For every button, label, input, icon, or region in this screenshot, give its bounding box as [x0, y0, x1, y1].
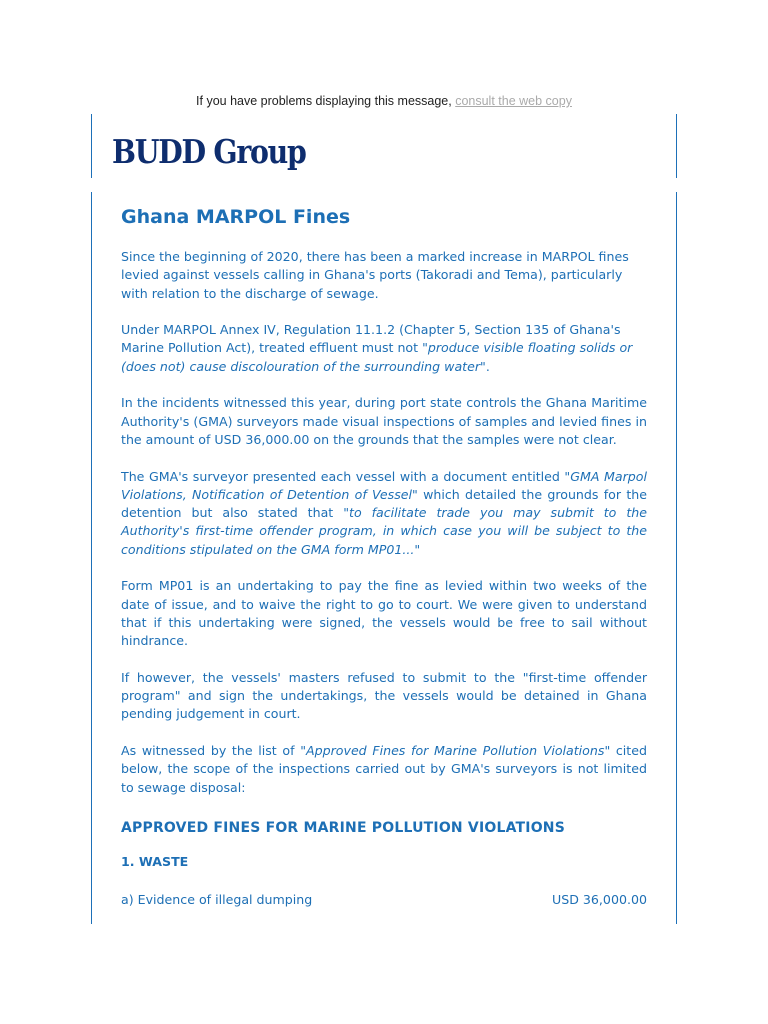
article-title: Ghana MARPOL Fines [121, 206, 351, 228]
budd-group-logo: BUDD Group [112, 132, 306, 171]
paragraph-regulation: Under MARPOL Annex IV, Regulation 11.1.2 (Chapter 5, Section 135 of Ghana's Marine Pollution Act), treated effluent must not "produce visible floating solids or (does not) cause discolouration of the surrounding water". [121, 322, 633, 374]
web-copy-link[interactable]: consult the web copy [455, 94, 572, 108]
article-body [121, 204, 647, 909]
preheader-text: If you have problems displaying this message, [196, 94, 456, 108]
paragraph-notification: The GMA's surveyor presented each vessel with a document entitled "GMA Marpol Violations, Notification of Detention of Vessel" which detailed the grounds for the detention but also stated that "to facilitate trade you may submit to the Authority's first-time offender program, in which case you will be subject to the conditions stipulated on the GMA form MP01..." [121, 468, 647, 557]
body-right-rule [676, 192, 677, 924]
paragraph-scope: As witnessed by the list of "Approved Fines for Marine Pollution Violations" cited below, the scope of the inspections carried out by GMA's surveyors is not limited to sewage disposal: [121, 743, 647, 795]
paragraph-incidents: In the incidents witnessed this year, during port state controls the Ghana Maritime Authority's (GMA) surveyors made visual inspections of samples and levied fines in the amount of USD 36,000.00 on the grounds that the samples were not clear. [121, 395, 647, 447]
fine-item [121, 891, 647, 909]
header-right-rule [676, 114, 677, 178]
paragraph-detention: If however, the vessels' masters refused to submit to the "first-time offender program" and sign the undertakings, the vessels would be detained in Ghana pending judgement in court. [121, 669, 647, 722]
fine-item-label: a) Evidence of illegal dumping [121, 891, 313, 907]
quote-offender-program: to facilitate trade you may submit to the Authority's first-time offender program, in which case you will be subject to the conditions stipulated on the GMA form MP01... [121, 505, 647, 557]
preheader [0, 94, 768, 108]
body-left-rule [91, 192, 92, 924]
fines-section-waste: 1. WASTE [121, 854, 189, 870]
quote-regulation: produce visible floating solids or (does not) cause discolouration of the surrounding water [121, 340, 633, 374]
quote-fines-list: Approved Fines for Marine Pollution Violations [306, 743, 605, 759]
quote-document-title: GMA Marpol Violations, Notification of Detention of Vessel [121, 468, 647, 502]
paragraph-form-mp01: Form MP01 is an undertaking to pay the fine as levied within two weeks of the date of issue, and to waive the right to go to court. We were given to understand that if this undertaking were signed, the vessels would be free to sail without hindrance. [121, 578, 647, 649]
fines-heading: APPROVED FINES FOR MARINE POLLUTION VIOLATIONS [121, 819, 565, 836]
header-left-rule [91, 114, 92, 178]
paragraph-intro: Since the beginning of 2020, there has been a marked increase in MARPOL fines levied against vessels calling in Ghana's ports (Takoradi and Tema), particularly with relation to the discharge of sewage. [121, 249, 629, 301]
fine-item-amount: USD 36,000.00 [551, 891, 647, 907]
